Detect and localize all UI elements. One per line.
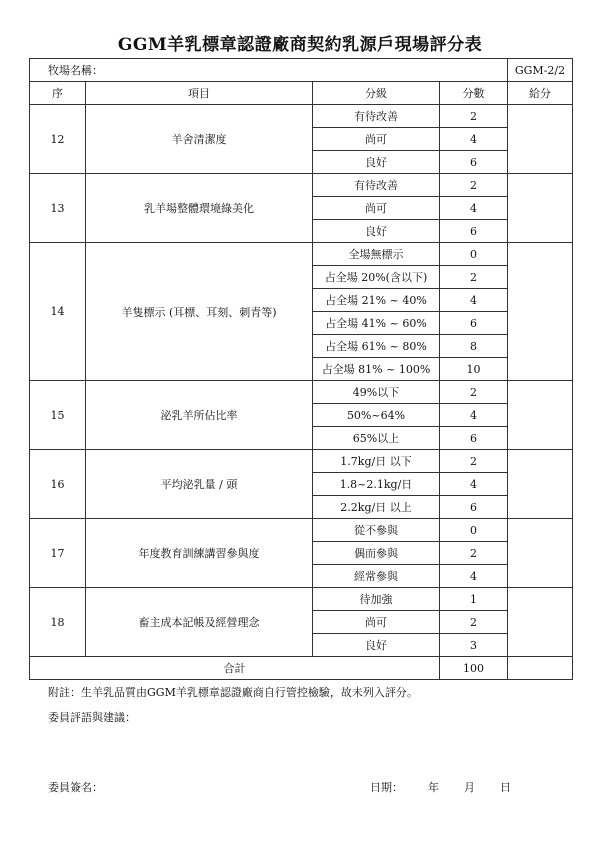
given-score-cell [508,243,573,381]
score-table [29,58,573,680]
grade-label: 經常參與 [313,565,440,588]
date-label: 日期： [370,781,403,794]
grade-label: 有待改善 [313,174,440,197]
header-given: 給分 [508,82,573,105]
grade-points: 0 [440,243,508,266]
item-name: 乳羊場整體環境綠美化 [86,174,313,243]
item-number: 17 [30,519,86,588]
item-number: 15 [30,381,86,450]
table-row [30,243,573,266]
signature-label: 委員簽名： [48,781,103,794]
grade-points: 10 [440,358,508,381]
grade-points: 2 [440,105,508,128]
grade-label: 全場無標示 [313,243,440,266]
grade-points: 4 [440,473,508,496]
grade-label: 2.2kg/日 以上 [313,496,440,519]
grade-label: 1.8~2.1kg/日 [313,473,440,496]
total-given-cell [508,657,573,680]
table-row [30,105,573,128]
grade-points: 4 [440,128,508,151]
date-year: 年 [428,781,439,794]
grade-points: 4 [440,289,508,312]
grade-label: 尚可 [313,611,440,634]
grade-points: 2 [440,174,508,197]
grade-label: 良好 [313,220,440,243]
grade-label: 良好 [313,634,440,657]
header-grade: 分級 [313,82,440,105]
header-no: 序 [30,82,86,105]
grade-label: 待加強 [313,588,440,611]
form-title: GGM羊乳標章認證廠商契約乳源戶現場評分表 [117,35,483,55]
grade-label: 1.7kg/日 以下 [313,450,440,473]
grade-label: 尚可 [313,128,440,151]
grade-label: 49%以下 [313,381,440,404]
table-row [30,174,573,197]
grade-points: 3 [440,634,508,657]
given-score-cell [508,450,573,519]
table-row [30,519,573,542]
grade-label: 從不參與 [313,519,440,542]
total-label: 合計 [30,657,440,680]
grade-label: 占全場 21% ~ 40% [313,289,440,312]
total-points: 100 [440,657,508,680]
grade-points: 6 [440,496,508,519]
date-month: 月 [464,781,475,794]
grade-points: 4 [440,565,508,588]
table-row [30,381,573,404]
grade-points: 2 [440,381,508,404]
grade-label: 偶而參與 [313,542,440,565]
grade-points: 2 [440,266,508,289]
grade-points: 6 [440,151,508,174]
item-name: 年度教育訓練講習參與度 [86,519,313,588]
farm-name-label: 牧場名稱： [30,59,508,82]
grade-points: 2 [440,542,508,565]
grade-label: 占全場 61% ~ 80% [313,335,440,358]
item-number: 18 [30,588,86,657]
grade-points: 6 [440,220,508,243]
grade-label: 有待改善 [313,105,440,128]
grade-points: 0 [440,519,508,542]
given-score-cell [508,381,573,450]
grade-points: 6 [440,312,508,335]
grade-label: 占全場 20%(含以下) [313,266,440,289]
date-line [370,779,511,795]
header-item: 項目 [86,82,313,105]
item-number: 14 [30,243,86,381]
table-header-row [30,82,573,105]
item-name: 泌乳羊所佔比率 [86,381,313,450]
grade-points: 1 [440,588,508,611]
grade-points: 2 [440,611,508,634]
given-score-cell [508,519,573,588]
item-name: 畜主成本記帳及經營理念 [86,588,313,657]
grade-label: 尚可 [313,197,440,220]
item-name: 羊舍清潔度 [86,105,313,174]
grade-label: 占全場 41% ~ 60% [313,312,440,335]
footnote: 附註：生羊乳品質由GGM羊乳標章認證廠商自行管控檢驗，故未列入評分。 [48,686,418,699]
item-number: 12 [30,105,86,174]
item-name: 平均泌乳量 / 頭 [86,450,313,519]
table-row [30,450,573,473]
total-row [30,657,573,680]
grade-points: 4 [440,197,508,220]
item-number: 13 [30,174,86,243]
form-code: GGM-2/2 [508,59,573,82]
given-score-cell [508,174,573,243]
grade-points: 4 [440,404,508,427]
item-name: 羊隻標示 (耳標、耳刻、刺青等) [86,243,313,381]
grade-label: 50%~64% [313,404,440,427]
grade-points: 2 [440,450,508,473]
grade-label: 65%以上 [313,427,440,450]
given-score-cell [508,105,573,174]
date-day: 日 [500,781,511,794]
grade-points: 6 [440,427,508,450]
given-score-cell [508,588,573,657]
comments-label: 委員評語與建議： [48,711,136,724]
item-number: 16 [30,450,86,519]
table-row [30,588,573,611]
header-points: 分數 [440,82,508,105]
grade-label: 良好 [313,151,440,174]
grade-points: 8 [440,335,508,358]
grade-label: 占全場 81% ~ 100% [313,358,440,381]
